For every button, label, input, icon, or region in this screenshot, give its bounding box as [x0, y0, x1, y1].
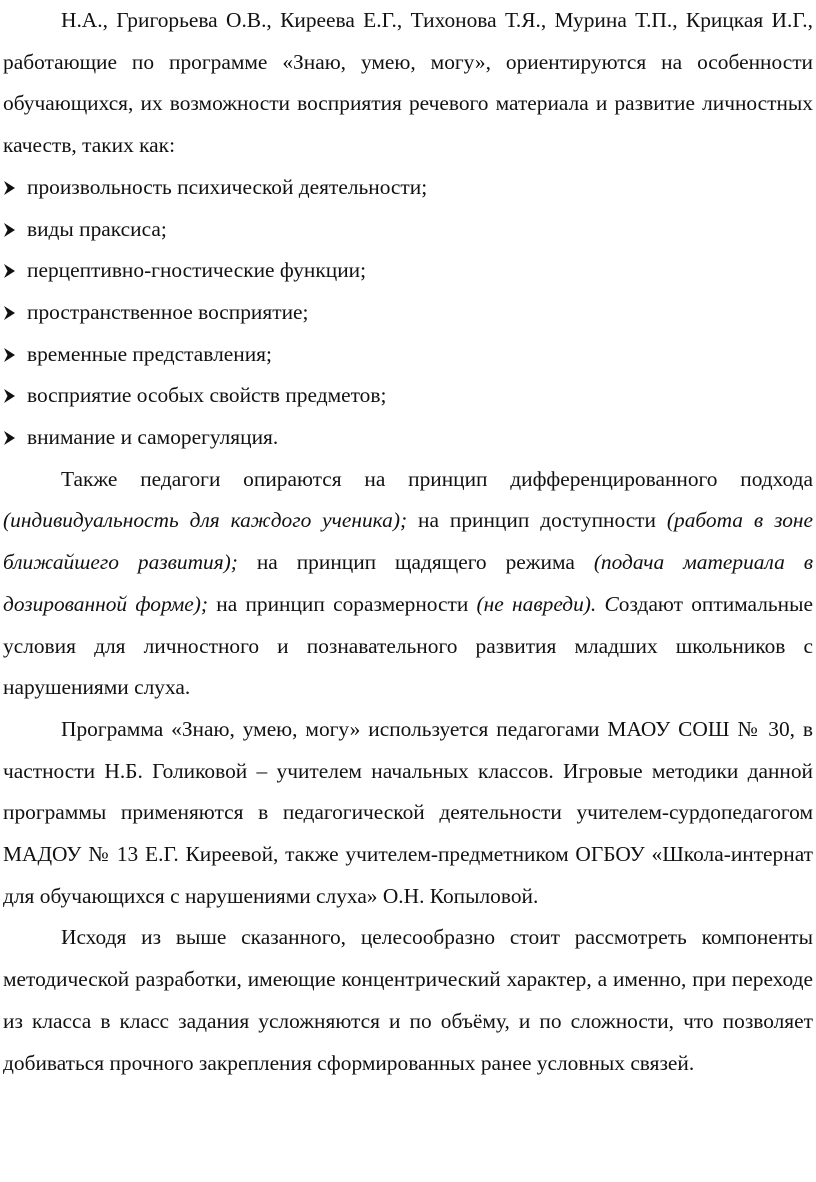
arrowhead-bullet-icon — [3, 250, 17, 292]
arrowhead-bullet-icon — [3, 375, 17, 417]
qualities-list — [3, 167, 813, 459]
paragraph-conclusion: Исходя из выше сказанного, целесообразно стоит рассмотреть компоненты методической разработки, имеющие концентрический характер, а именно, при переходе из класса в класс задания усложняются и по объёму, и по сложности, что позволяет добиваться прочного закрепления сформированных ранее условных связей. — [3, 925, 813, 1075]
list-item-text: перцептивно-гностические функции; — [27, 258, 367, 283]
arrowhead-bullet-icon — [3, 167, 17, 209]
text-run: на принцип щадящего режима — [237, 550, 594, 575]
list-item-text: восприятие особых свойств предметов; — [27, 383, 387, 408]
list-item — [3, 209, 813, 251]
list-item — [3, 375, 813, 417]
arrowhead-bullet-icon — [3, 209, 17, 251]
paragraph-program-usage: Программа «Знаю, умею, могу» используется педагогами МАОУ СОШ № 30, в частности Н.Б. Голиковой – учителем начальных классов. Игровые методики данной программы применяются в педагогической деятельности учителем-сурдопедагогом МАДОУ № 13 Е.Г. Киреевой, также учителем-предметником ОГБОУ «Школа-интернат для обучающихся с нарушениями слуха» О.Н. Копыловой. — [3, 716, 813, 908]
text-run: Также педагоги опираются на принцип дифференцированного подхода — [61, 466, 813, 491]
list-item — [3, 334, 813, 376]
list-item — [3, 417, 813, 459]
paragraph-principles — [3, 459, 813, 709]
list-item-text: внимание и саморегуляция. — [27, 425, 279, 450]
arrowhead-bullet-icon — [3, 292, 17, 334]
italic-run: (подача материала в дозированной форме); — [3, 550, 813, 616]
italic-run: (не навреди). — [476, 591, 597, 616]
italic-run: (работа в зоне ближайшего развития); — [3, 508, 813, 575]
list-item-text: произвольность психической деятельности; — [27, 174, 428, 199]
text-run: оздают оптимальные условия для личностного и познавательного развития младших школьников с нарушениями слуха. — [3, 591, 813, 700]
list-item-text: пространственное восприятие; — [27, 299, 309, 324]
text-run: на принцип соразмерности — [208, 591, 477, 616]
italic-run: (индивидуальность для каждого ученика); — [3, 508, 408, 533]
paragraph-authors: Н.А., Григорьева О.В., Киреева Е.Г., Тихонова Т.Я., Мурина Т.П., Крицкая И.Г., работающие по программе «Знаю, умею, могу», ориентируются на особенности обучающихся, их возможности восприятия речевого материала и развитие личностных качеств, таких как: — [3, 8, 813, 158]
list-item — [3, 167, 813, 209]
arrowhead-bullet-icon — [3, 417, 17, 459]
list-item — [3, 292, 813, 334]
italic-run: С — [596, 591, 619, 616]
text-run: на принцип доступности — [407, 508, 667, 533]
list-item — [3, 250, 813, 292]
list-item-text: виды праксиса; — [27, 216, 167, 241]
list-item-text: временные представления; — [27, 341, 272, 366]
document-page — [3, 0, 813, 1084]
arrowhead-bullet-icon — [3, 334, 17, 376]
